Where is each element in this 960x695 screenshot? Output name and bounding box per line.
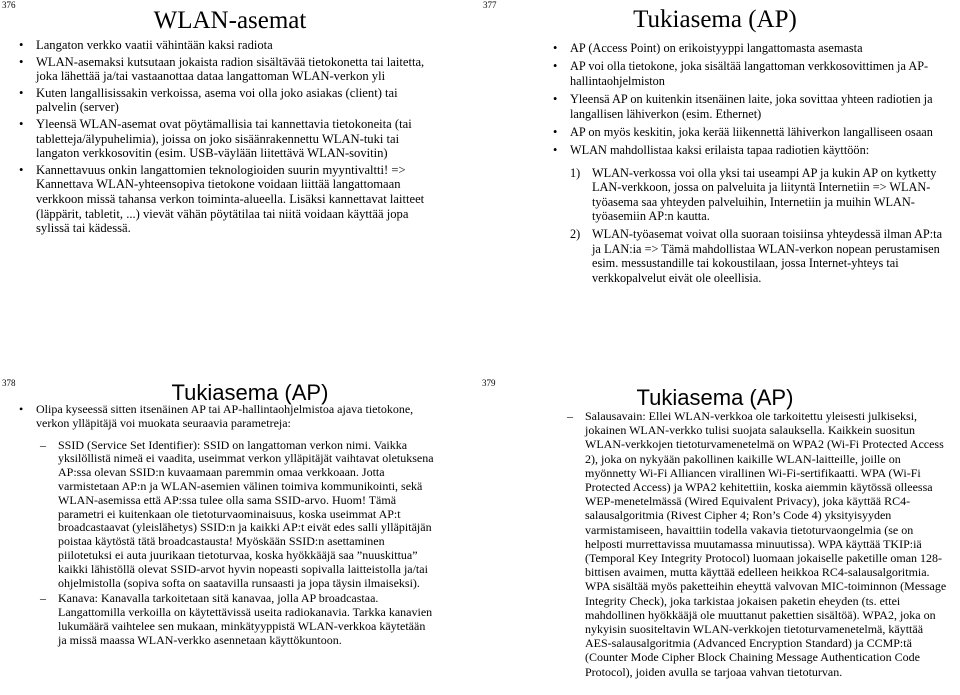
item-number: 1) bbox=[570, 165, 581, 180]
bullet-list bbox=[36, 403, 436, 650]
item-number: 2) bbox=[570, 227, 581, 242]
bullet-item: • AP on myös keskitin, joka kerää liikennettä lähiverkon langalliseen osaan bbox=[570, 125, 950, 139]
numbered-item bbox=[570, 227, 950, 285]
item-text: WLAN-työasemat voivat olla suoraan toisiinsa yhteydessä ilman AP:ta ja LAN:ia => Tämä mahdollistaa WLAN-verkon nopean perustamisen esim. messustandille tai kokoustilaan, jossa Internet-yhteys tai verkkopalvelut eivät ole oleellisia. bbox=[592, 227, 943, 285]
slide-376 bbox=[0, 0, 470, 345]
slide-title: Tukiasema (AP) bbox=[636, 385, 794, 410]
dash-item: – Kanava: Kanavalla tarkoitetaan sitä kanavaa, jolla AP broadcastaa. Langattomilla verkoilla on käytettävissä useita radiokanavia. Tarkka kanavien lukumäärä vaihtelee sen mukaan, minkätyyppistä WLAN-verkkoa käytetään ja missä maassa WLAN-verkko asennetaan käyttökuntoon. bbox=[58, 592, 436, 647]
dash-item: – SSID (Service Set Identifier): SSID on langattoman verkon nimi. Vaikka yksilöllistä nimeä ei vaadita, useimmat verkon ylläpitäjät vaihtavat oletuksena AP:ssa olevan SSID:n kuvaamaan paremmin omaa verkkoaan. Jotta varmistetaan AP:n ja WLAN-asemien välinen toimiva kommunikointi, sekä WLAN-asemissa että AP:ssa tulee olla sama SSID-arvo. Huom! Tämä parametri ei kuitenkaan ole tietoturvaominaisuus, koska useimmat AP:t broadcastaavat (yleislähetys) SSID:n ja kaikki AP:t eivät edes salli ylläpitäjän poistaa käytöstä tätä broadcastausta! Myöskään SSID:n asettaminen piilotetuksi ei auta juurikaan tietoturvaa, koska hyökkääjä saa ”nuuskittua” kaikki lähistöllä olevat SSID-arvot hyvin nopeasti sopivalla laitteistolla ja/tai ohjelmistolla (sopiva softa on saatavilla runsaasti ja jopa täysin ilmaiseksi). bbox=[58, 439, 436, 591]
item-text: WLAN-verkossa voi olla yksi tai useampi AP ja kukin AP on kytketty LAN-verkkoon, jossa on palveluita ja liityntä Internetiin => WLAN-työasema saa yhteyden palveluihin, Internetiin ja muihin WLAN-työasemiin AP:n kautta. bbox=[592, 165, 937, 224]
slide-title: WLAN-asemat bbox=[153, 7, 307, 34]
slide-377 bbox=[480, 0, 950, 345]
bullet-item: • Kannettavuus onkin langattomien teknologioiden suurin myyntivaltti! => Kannettava WLAN-yhteensopiva tietokone voidaan liittää langattomaan verkkoon missä tahansa verkon toiminta-alueella. Lisäksi kannettavat laitteet (läppärit, tabletit, ...) vievät vähän pöytätilaa tai niitä voidaan käyttää jopa sylissä tai kädessä. bbox=[36, 163, 432, 236]
bullet-item: • AP voi olla tietokone, joka sisältää langattoman verkkosovittimen ja AP-hallintaohjelmiston bbox=[570, 59, 950, 88]
page-number: 376 bbox=[2, 0, 16, 10]
slide-379 bbox=[480, 372, 950, 695]
bullet-item: • WLAN mahdollistaa kaksi erilaista tapaa radiotien käyttöön: bbox=[570, 143, 950, 157]
bullet-item: • Langaton verkko vaatii vähintään kaksi radiota bbox=[36, 38, 432, 53]
bullet-item: • Kuten langallisissakin verkoissa, asema voi olla joko asiakas (client) tai palvelin (server) bbox=[36, 86, 432, 115]
bullet-list bbox=[570, 41, 950, 289]
bullet-list bbox=[36, 38, 432, 238]
numbered-item bbox=[570, 165, 950, 224]
bullet-item: • Yleensä AP on kuitenkin itsenäinen laite, joka sovittaa yhteen radiotien ja langallisen lähiverkon (esim. Ethernet) bbox=[570, 92, 950, 121]
page-number: 379 bbox=[482, 378, 496, 388]
dash-item: – Salausavain: Ellei WLAN-verkkoa ole tarkoitettu yleisesti julkiseksi, jokainen WLAN-verkko tulisi suojata salauksella. Kaikkein suositun WLAN-verkkojen tietoturvamenetelmä on WPA2 (Wi-Fi Protected Access 2), joka on nykyään pakollinen kaikille WLAN-laitteille, joille on myönnetty Wi-Fi Alliancen virallinen Wi-Fi-sertifikaatti. WPA (Wi-Fi Protected Access) ja WPA2 kehitettiin, koska aiemmin käytössä olleessa WEP-menetelmässä (Wired Equivalent Privacy), joka käyttää RC4-salausalgoritmia (Rivest Cipher 4; Ron’s Code 4) yksityisyyden varmistamiseen, havaittiin todella vakavia tietoturvaongelmia (se on helposti murrettavissa muutamassa minuutissa). WPA käyttää TKIP:iä (Temporal Key Integrity Protocol) luomaan jokaiselle paketille oman 128-bittisen avaimen, mutta käyttää edelleen heikkoa RC4-salausalgoritmia. WPA sisältää myös paketteihin eheyttä valvovan MIC-toiminnon (Message Integrity Check), joka tarkistaa jokaisen paketin eheyden (ts. ettei mahdollinen hyökkääjä ole muuttanut pakettien sisältöä). WPA2, joka on nykyisin suositeltavin WLAN-verkkojen tietoturvamenetelmä, käyttää AES-salausalgoritmia (Advanced Encryption Standard) ja CCMP:tä (Counter Mode Cipher Block Chaining Message Authentication Code Protocol), joiden avulla se tarjoaa vahvan tietoturvan. bbox=[585, 409, 950, 679]
bullet-item: • AP (Access Point) on erikoistyyppi langattomasta asemasta bbox=[570, 41, 950, 55]
bullet-item: • Yleensä WLAN-asemat ovat pöytämallisia tai kannettavia tietokoneita (tai tabletteja/älypuhelimia), joissa on joko sisäänrakennettu WLAN-tuki tai langaton verkkosovitin (esim. USB-väylään liitettävä WLAN-sovitin) bbox=[36, 117, 432, 161]
bullet-item: • WLAN-asemaksi kutsutaan jokaista radion sisältävää tietokonetta tai laitetta, joka lähettää ja/tai vastaanottaa dataa langattoman WLAN-verkon yli bbox=[36, 55, 432, 84]
bullet-item: • Olipa kyseessä sitten itsenäinen AP tai AP-hallintaohjelmistoa ajava tietokone, verkon ylläpitäjä voi muokata seuraavia parametreja: bbox=[36, 403, 436, 431]
numbered-list bbox=[570, 165, 950, 285]
slide-378 bbox=[0, 372, 470, 695]
slide-title: Tukiasema (AP) bbox=[171, 380, 329, 405]
page-number: 377 bbox=[483, 0, 497, 10]
slide-title: Tukiasema (AP) bbox=[633, 6, 797, 33]
page-number: 378 bbox=[2, 378, 16, 388]
sub-list bbox=[585, 409, 950, 681]
sub-list bbox=[58, 439, 436, 648]
